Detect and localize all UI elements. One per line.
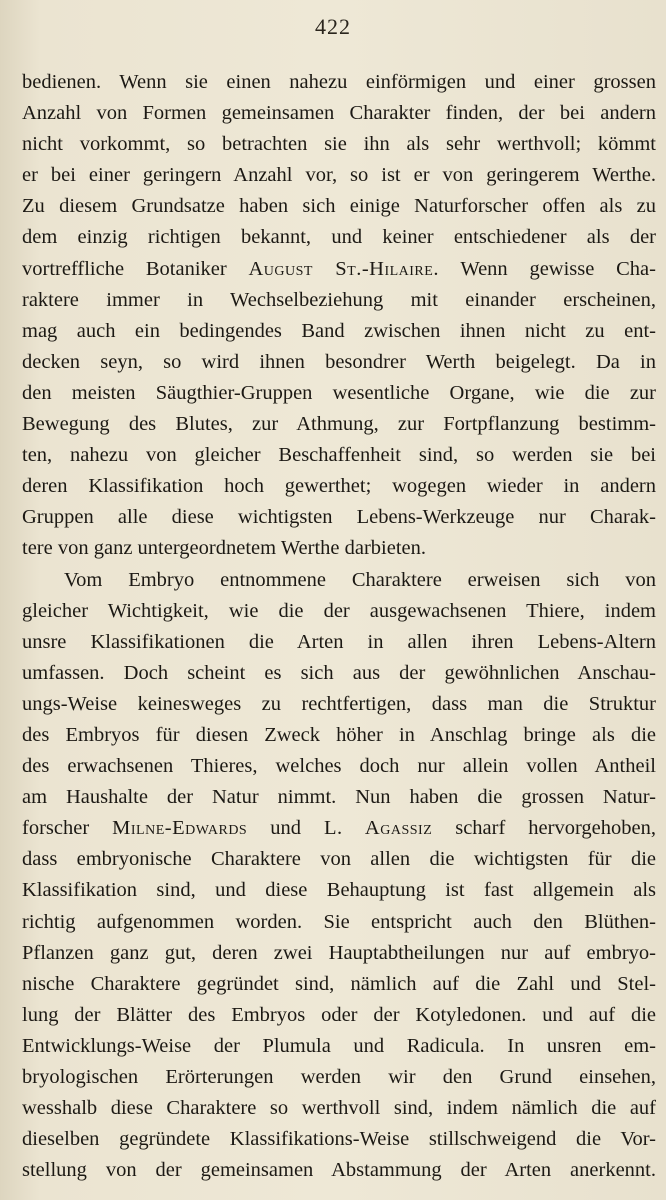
text-segment: unsre Klassifikationen die Arten in allen ihren Lebens-Altern: [22, 630, 656, 653]
text-line: [22, 502, 656, 533]
text-segment: vortreffliche Botaniker: [22, 257, 249, 280]
text-segment: Zu diesem Grundsatze haben sich einige Naturforscher offen als zu: [22, 195, 656, 218]
text-segment: er bei einer geringern Anzahl vor, so ist er von geringerem Werthe.: [22, 164, 656, 187]
text-segment: dieselben gegründete Klassifikations-Weise stillschweigend die Vor-: [22, 1128, 656, 1151]
text-segment: nische Charaktere gegründet sind, nämlich auf die Zahl und Stel-: [22, 972, 656, 995]
text-line: [22, 565, 656, 596]
text-segment: den meisten Säugthier-Gruppen wesentliche Organe, wie die zur: [22, 381, 656, 404]
text-segment: dass embryonische Charaktere von allen die wichtigsten für die: [22, 848, 656, 871]
text-segment: am Haushalte der Natur nimmt. Nun haben die grossen Natur-: [22, 786, 656, 809]
text-line: [22, 1155, 656, 1186]
text-line: [22, 1062, 656, 1093]
text-line: [22, 751, 656, 782]
proper-name: Milne-Edwards: [112, 817, 248, 840]
text-segment: umfassen. Doch scheint es sich aus der gewöhnlichen Anschau-: [22, 661, 656, 684]
text-line: [22, 844, 656, 875]
text-line: [22, 316, 656, 347]
text-segment: Wenn gewisse Cha-: [438, 257, 656, 280]
text-segment: bryologischen Erörterungen werden wir den Grund einsehen,: [22, 1066, 656, 1088]
text-line: [22, 627, 656, 658]
proper-name: L. Agassiz: [323, 817, 433, 840]
body-text: [22, 67, 656, 1186]
text-line: [22, 533, 656, 564]
page-number: 422: [315, 14, 351, 39]
text-line: [22, 67, 656, 98]
text-segment: Entwicklungs-Weise der Plumula und Radicula. In unsren em-: [22, 1034, 656, 1057]
text-line: [22, 813, 656, 844]
text-segment: Vom Embryo entnommene Charaktere erweisen sich von: [64, 568, 656, 591]
text-segment: Gruppen alle diese wichtigsten Lebens-Werkzeuge nur Charak-: [22, 506, 656, 529]
text-line: [22, 689, 656, 720]
text-segment: scharf hervorgehoben,: [432, 817, 656, 840]
text-line: [22, 160, 656, 191]
text-line: [22, 129, 656, 160]
text-segment: Klassifikation sind, und diese Behauptung ist fast allgemein als: [22, 879, 656, 902]
text-segment: raktere immer in Wechselbeziehung mit einander erscheinen,: [22, 288, 656, 311]
text-line: [22, 596, 656, 627]
text-segment: tere von ganz untergeordnetem Werthe darbieten.: [22, 537, 427, 560]
text-line: [22, 285, 656, 316]
text-segment: ten, nahezu von gleicher Beschaffenheit sind, so werden sie bei: [22, 444, 656, 467]
text-line: [22, 907, 656, 938]
text-segment: richtig aufgenommen worden. Sie entspricht auch den Blüthen-: [22, 910, 656, 933]
text-segment: Pflanzen ganz gut, deren zwei Hauptabtheilungen nur auf embryo-: [22, 941, 656, 964]
text-line: [22, 1000, 656, 1031]
text-line: [22, 98, 656, 129]
text-segment: nicht vorkommt, so betrachten sie ihn als sehr werthvoll; kömmt: [22, 133, 656, 156]
text-line: [22, 875, 656, 906]
text-segment: des Embryos für diesen Zweck höher in Anschlag bringe als die: [22, 723, 656, 746]
text-segment: forscher: [22, 817, 113, 840]
text-line: [22, 254, 656, 285]
text-segment: wesshalb diese Charaktere so werthvoll sind, indem nämlich die auf: [22, 1097, 656, 1120]
text-line: [22, 222, 656, 253]
text-segment: Bewegung des Blutes, zur Athmung, zur Fortpflanzung bestimm-: [22, 413, 656, 436]
text-line: [22, 938, 656, 969]
text-segment: des erwachsenen Thieres, welches doch nur allein vollen Antheil: [22, 755, 656, 778]
text-segment: gleicher Wichtigkeit, wie die der ausgewachsenen Thiere, indem: [22, 599, 656, 622]
text-segment: decken seyn, so wird ihnen besondrer Werth beigelegt. Da in: [22, 350, 656, 373]
text-segment: mag auch ein bedingendes Band zwischen ihnen nicht zu ent-: [22, 319, 656, 342]
text-segment: deren Klassifikation hoch gewerthet; wogegen wieder in andern: [22, 475, 656, 498]
proper-name: August St.-Hilaire.: [248, 257, 439, 280]
text-line: [22, 409, 656, 440]
text-line: [22, 378, 656, 409]
text-segment: stellung von der gemeinsamen Abstammung der Arten anerkennt.: [22, 1159, 656, 1182]
text-line: [22, 440, 656, 471]
text-line: [22, 1093, 656, 1124]
text-segment: dem einzig richtigen bekannt, und keiner entschiedener als der: [22, 226, 656, 249]
text-line: [22, 471, 656, 502]
text-line: [22, 720, 656, 751]
text-line: [22, 1031, 656, 1062]
text-line: [22, 658, 656, 689]
text-line: [22, 969, 656, 1000]
text-line: [22, 347, 656, 378]
text-line: [22, 191, 656, 222]
text-segment: lung der Blätter des Embryos oder der Kotyledonen. und auf die: [22, 1003, 656, 1026]
text-segment: bedienen. Wenn sie einen nahezu einförmigen und einer grossen: [22, 71, 656, 93]
text-line: [22, 1124, 656, 1155]
text-segment: ungs-Weise keinesweges zu rechtfertigen, dass man die Struktur: [22, 692, 656, 715]
text-segment: und: [247, 817, 324, 840]
text-segment: Anzahl von Formen gemeinsamen Charakter finden, der bei andern: [22, 102, 656, 125]
text-line: [22, 782, 656, 813]
